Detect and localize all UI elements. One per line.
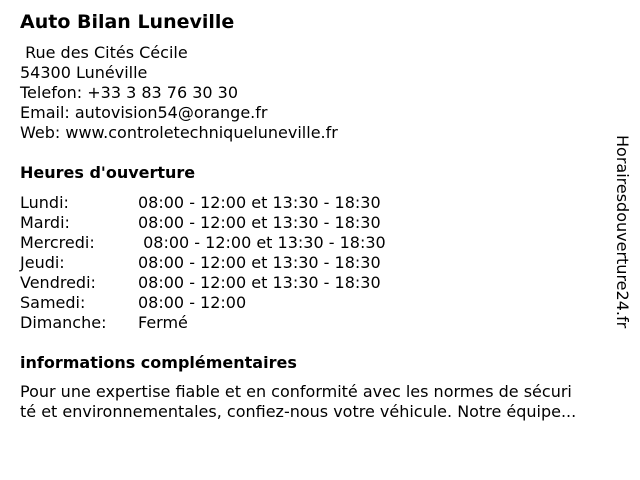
contact-block xyxy=(20,43,338,143)
description-line: Pour une expertise fiable et en conformité avec les normes de sécuri xyxy=(20,382,572,401)
address-street: Rue des Cités Cécile xyxy=(20,43,188,62)
day-label: Vendredi: xyxy=(20,273,96,292)
phone-line: Telefon: +33 3 83 76 30 30 xyxy=(20,83,239,102)
description-text xyxy=(20,382,626,422)
day-label: Mercredi: xyxy=(20,233,95,252)
hours-heading: Heures d'ouverture xyxy=(20,163,196,182)
business-name: Auto Bilan Luneville xyxy=(20,11,235,33)
info-heading: informations complémentaires xyxy=(20,353,297,372)
day-label: Lundi: xyxy=(20,193,69,212)
web-line: Web: www.controletechniqueluneville.fr xyxy=(20,123,338,142)
time-value: 08:00 - 12:00 xyxy=(138,293,247,312)
address-city: 54300 Lunéville xyxy=(20,63,148,82)
day-label: Dimanche: xyxy=(20,313,107,332)
site-watermark: Horairesdouverture24.fr xyxy=(613,135,632,329)
day-label: Samedi: xyxy=(20,293,86,312)
description-line: té et environnementales, confiez-nous votre véhicule. Notre équipe... xyxy=(20,402,577,421)
day-label: Mardi: xyxy=(20,213,70,232)
time-value: 08:00 - 12:00 et 13:30 - 18:30 xyxy=(138,273,381,292)
day-label: Jeudi: xyxy=(20,253,65,272)
time-value: 08:00 - 12:00 et 13:30 - 18:30 xyxy=(138,253,381,272)
email-line: Email: autovision54@orange.fr xyxy=(20,103,268,122)
time-value: 08:00 - 12:00 et 13:30 - 18:30 xyxy=(138,213,381,232)
time-value: 08:00 - 12:00 et 13:30 - 18:30 xyxy=(138,193,381,212)
time-value: 08:00 - 12:00 et 13:30 - 18:30 xyxy=(138,233,386,252)
time-value: Fermé xyxy=(138,313,188,332)
